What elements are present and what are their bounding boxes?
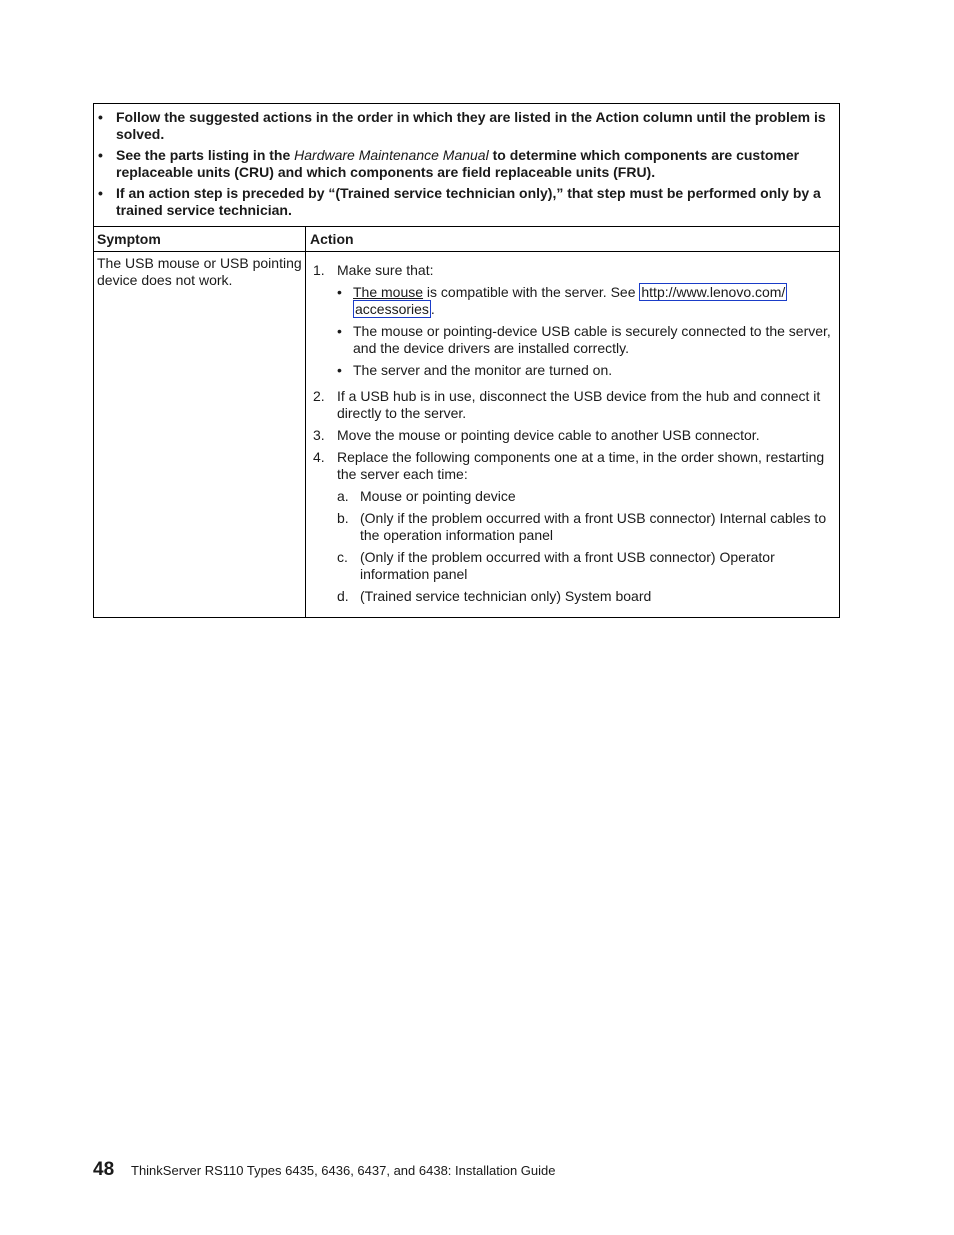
note-text-part: to determine which components are customer replaceable units (CRU) and which components are field replaceable units (FRU). [116, 147, 800, 180]
bullet: • [337, 284, 342, 300]
action-step [310, 262, 833, 383]
item-label: d. [337, 588, 349, 604]
sub-bullet-text: The server and the monitor are turned on. [353, 362, 613, 378]
action-cell [306, 252, 839, 617]
bullet: • [98, 109, 103, 125]
troubleshooting-table [93, 103, 840, 618]
note-text [116, 109, 833, 143]
link-text-part: http://www.lenovo.com/ [641, 284, 786, 300]
note-text-part: If an action step is preceded by “(Trained service technician only),” that step must be performed only by a trained service technician. [116, 185, 821, 218]
table-notes [94, 104, 839, 227]
step-text: Make sure that: [337, 262, 434, 278]
lenovo-accessories-link-cont[interactable] [353, 300, 431, 318]
action-step [310, 388, 833, 422]
text-part: is compatible with the server. See [423, 284, 640, 300]
page-footer [93, 1161, 555, 1179]
action-step [310, 449, 833, 609]
note-text [116, 185, 833, 219]
bullet: • [98, 185, 103, 201]
action-header: Action [310, 231, 354, 247]
sub-bullet-text [353, 284, 833, 318]
note-item [96, 109, 833, 143]
note-text-part: Follow the suggested actions in the order in which they are listed in the Action column until the problem is solved. [116, 109, 826, 142]
component-item [337, 510, 833, 544]
table-header-row [94, 227, 839, 252]
symptom-cell: The USB mouse or USB pointing device does not work. [94, 252, 306, 617]
sub-bullet-text: The mouse or pointing-device USB cable is securely connected to the server, and the device drivers are installed correctly. [353, 323, 831, 356]
item-text: (Trained service technician only) System board [360, 588, 652, 604]
bullet: • [337, 362, 342, 378]
step-number: 3. [313, 427, 325, 443]
component-item [337, 549, 833, 583]
note-text [116, 147, 833, 181]
lenovo-accessories-link[interactable] [639, 283, 787, 301]
note-item [96, 147, 833, 181]
note-item [96, 185, 833, 219]
item-text: Mouse or pointing device [360, 488, 516, 504]
table-row [94, 252, 839, 617]
link-text-part: accessories [355, 301, 429, 317]
step-text: Move the mouse or pointing device cable to another USB connector. [337, 427, 760, 443]
sub-bullet [337, 323, 833, 357]
step-number: 1. [313, 262, 325, 278]
note-text-part: See the parts listing in the [116, 147, 295, 163]
underlined-text: The mouse [353, 284, 424, 300]
document-title: ThinkServer RS110 Types 6435, 6436, 6437, and 6438: Installation Guide [131, 1163, 556, 1178]
component-item [337, 588, 833, 605]
sub-bullet [337, 284, 833, 318]
manual-title: Hardware Maintenance Manual [294, 147, 489, 163]
step-text: If a USB hub is in use, disconnect the USB device from the hub and connect it directly to the server. [337, 388, 821, 421]
bullet: • [337, 323, 342, 339]
step-number: 4. [313, 449, 325, 465]
item-label: a. [337, 488, 349, 504]
step-number: 2. [313, 388, 325, 404]
step-text: Replace the following components one at a time, in the order shown, restarting the server each time: [337, 449, 825, 482]
bullet: • [98, 147, 103, 163]
item-text: (Only if the problem occurred with a front USB connector) Operator information panel [360, 549, 775, 582]
item-text: (Only if the problem occurred with a front USB connector) Internal cables to the operation information panel [360, 510, 827, 543]
item-label: c. [337, 549, 348, 565]
component-item [337, 488, 833, 505]
symptom-header: Symptom [94, 227, 306, 251]
sub-bullet [337, 362, 833, 379]
text-part: . [430, 301, 435, 317]
page-number: 48 [93, 1159, 115, 1180]
action-step [310, 427, 833, 444]
item-label: b. [337, 510, 349, 526]
